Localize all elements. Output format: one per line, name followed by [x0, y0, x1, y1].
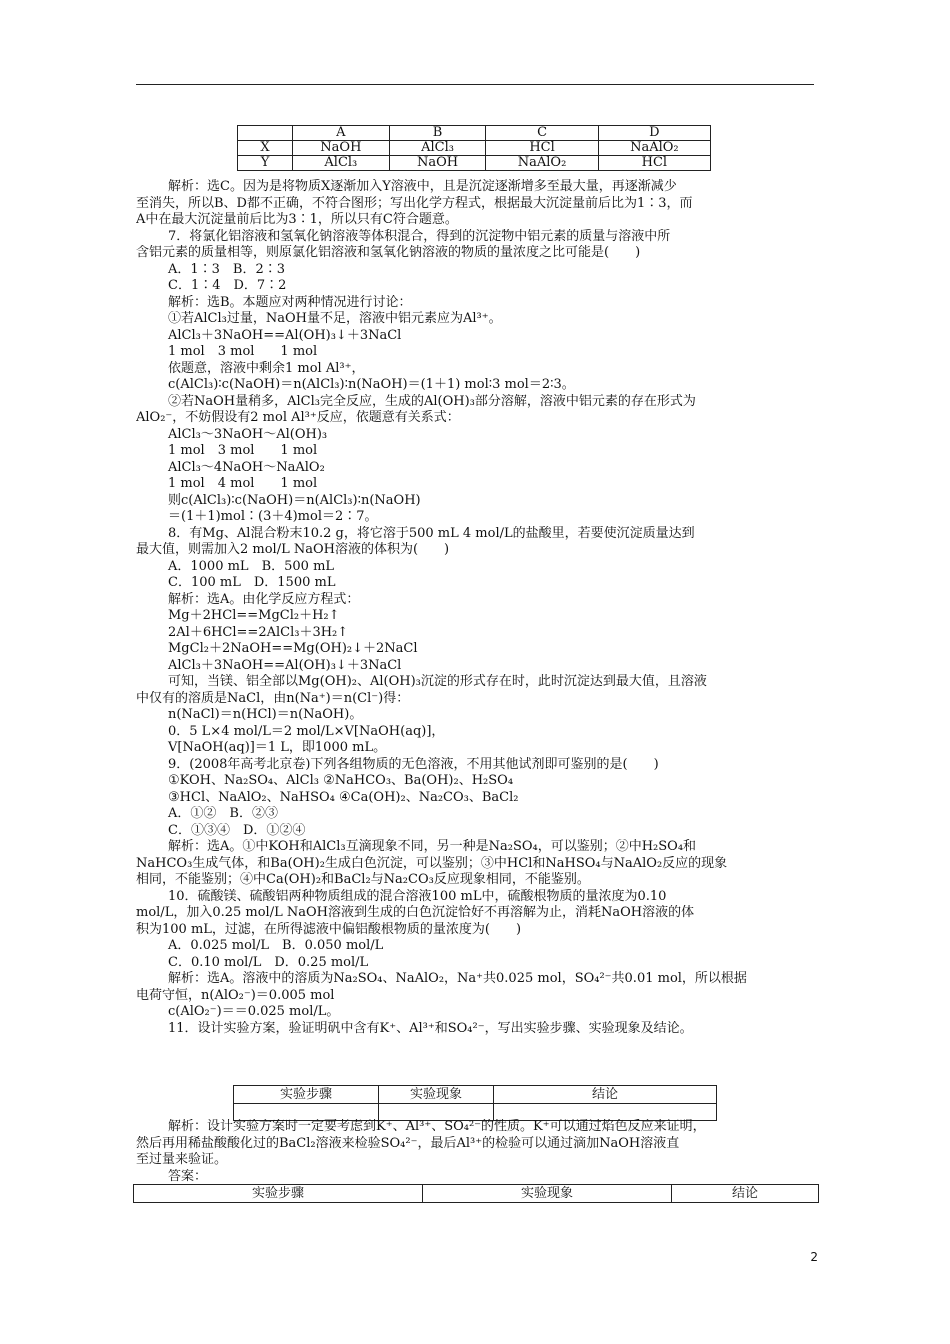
text-line: AlO₂⁻，不妨假设有2 mol Al³⁺反应，依题意有关系式： [136, 410, 460, 425]
text-line: 相同，不能鉴别；④中Ca(OH)₂和BaCl₂与Na₂CO₃反应现象相同，不能鉴别。 [136, 872, 590, 887]
text-line: 7．将氯化铝溶液和氢氧化钠溶液等体积混合，得到的沉淀物中铝元素的质量与溶液中所 [168, 228, 671, 244]
answer-table [133, 1184, 819, 1203]
text-line: V[NaOH(aq)]＝1 L，即1000 mL。 [168, 740, 387, 755]
options-table [237, 125, 711, 171]
table-cell: Y [238, 156, 293, 171]
text-line: AlCl₃＋3NaOH==Al(OH)₃↓＋3NaCl [168, 327, 402, 343]
text-line: ＝(1＋1)mol∶(3＋4)mol＝2∶7。 [168, 509, 378, 524]
table-cell: NaAlO₂ [486, 156, 598, 171]
text-line: 电荷守恒，n(AlO₂⁻)＝0.005 mol [136, 987, 335, 1003]
experiment-table [233, 1085, 717, 1121]
text-line: 9．(2008年高考北京卷)下列各组物质的无色溶液，不用其他试剂即可鉴别的是( ) [168, 756, 659, 772]
table-cell: HCl [486, 141, 598, 156]
text-line: 含铝元素的质量相等，则原氯化铝溶液和氢氧化钠溶液的物质的量浓度之比可能是( ) [136, 245, 641, 260]
table-cell [234, 1104, 379, 1121]
table-cell: HCl [598, 156, 710, 171]
text-line: 解析：设计实验方案时一定要考虑到K⁺、Al³⁺、SO₄²⁻的性质。K⁺可以通过焰色反应来证明， [168, 1119, 706, 1134]
text-line: n(NaCl)＝n(HCl)＝n(NaOH)。 [168, 707, 363, 722]
table-header-row [134, 1185, 819, 1203]
text-line: 解析：选B。本题应对两种情况进行讨论： [168, 294, 412, 310]
text-line: 则c(AlCl₃)∶c(NaOH)＝n(AlCl₃)∶n(NaOH) [168, 492, 421, 508]
text-line: 可知，当镁、铝全部以Mg(OH)₂、Al(OH)₃沉淀的形式存在时，此时沉淀达到最大值，且溶液 [168, 674, 707, 689]
text-line: 积为100 mL，过滤，在所得滤液中偏铝酸根物质的量浓度为( ) [136, 921, 522, 937]
page-number: 2 [810, 1250, 818, 1264]
table-header-row [238, 126, 711, 141]
table-cell: NaOH [293, 141, 390, 156]
text-line: C．①③④ D．①②④ [168, 822, 306, 838]
table-cell: D [598, 126, 710, 141]
text-line: 解析：选A。溶液中的溶质为Na₂SO₄、NaAlO₂，Na⁺共0.025 mol，SO₄²⁻共0.01 mol，所以根据 [168, 971, 747, 986]
text-line: ①KOH、Na₂SO₄、AlCl₃ ②NaHCO₃、Ba(OH)₂、H₂SO₄ [168, 773, 514, 788]
text-line: mol/L，加入0.25 mol/L NaOH溶液到生成的白色沉淀恰好不再溶解为止，消耗NaOH溶液的体 [136, 905, 695, 920]
table-cell: 结论 [494, 1086, 717, 1104]
text-line: AlCl₃～3NaOH～Al(OH)₃ [168, 426, 328, 442]
table-cell: B [389, 126, 486, 141]
table-cell: AlCl₃ [293, 156, 390, 171]
table-row [234, 1104, 717, 1121]
text-line: AlCl₃＋3NaOH==Al(OH)₃↓＋3NaCl [168, 657, 402, 673]
body-text [136, 179, 816, 1037]
text-line: Mg＋2HCl==MgCl₂＋H₂↑ [168, 608, 340, 623]
table-row [238, 141, 711, 156]
table-cell [379, 1104, 494, 1121]
text-line: MgCl₂＋2NaOH==Mg(OH)₂↓＋2NaCl [168, 641, 418, 656]
table-cell: NaOH [389, 156, 486, 171]
table-cell: A [293, 126, 390, 141]
text-line: C．0.10 mol/L D．0.25 mol/L [168, 954, 369, 970]
text-line: 1 mol 3 mol 1 mol [168, 344, 318, 359]
text-line: 8．有Mg、Al混合粉末10.2 g，将它溶于500 mL 4 mol/L的盐酸里，若要使沉淀质量达到 [168, 525, 695, 541]
text-line: 解析：选C。因为是将物质X逐渐加入Y溶液中，且是沉淀逐渐增多至最大量，再逐渐减少 [168, 179, 677, 194]
table-cell [238, 126, 293, 141]
table-cell: 实验现象 [379, 1086, 494, 1104]
table-cell: NaAlO₂ [598, 141, 710, 156]
text-line: 答案： [168, 1168, 208, 1184]
table-cell: C [486, 126, 598, 141]
table-cell: 实验现象 [423, 1185, 672, 1203]
answer-text [136, 1119, 816, 1185]
text-line: 1 mol 3 mol 1 mol [168, 443, 318, 458]
table-row [238, 156, 711, 171]
text-line: C．1∶4 D．7∶2 [168, 278, 287, 293]
text-line: 1 mol 4 mol 1 mol [168, 476, 318, 491]
text-line: c(AlCl₃)∶c(NaOH)＝n(AlCl₃)∶n(NaOH)＝(1＋1) mol∶3 mol＝2∶3。 [168, 377, 575, 392]
text-line: 依题意，溶液中剩余1 mol Al³⁺， [168, 360, 365, 376]
table-cell: X [238, 141, 293, 156]
text-line: 至过量来验证。 [136, 1152, 228, 1167]
text-line: c(AlO₂⁻)＝＝0.025 mol/L。 [168, 1004, 340, 1019]
table-cell [494, 1104, 717, 1121]
text-line: ③HCl、NaAlO₂、NaHSO₄ ④Ca(OH)₂、Na₂CO₃、BaCl₂ [168, 789, 519, 805]
text-line: 中仅有的溶质是NaCl，由n(Na⁺)＝n(Cl⁻)得： [136, 690, 410, 706]
text-line: 解析：选A。①中KOH和AlCl₃互滴现象不同，另一种是Na₂SO₄，可以鉴别；②中H₂SO₄和 [168, 839, 697, 854]
table-cell: 结论 [672, 1185, 819, 1203]
text-line: 然后再用稀盐酸酸化过的BaCl₂溶液来检验SO₄²⁻，最后Al³⁺的检验可以通过滴加NaOH溶液直 [136, 1135, 680, 1151]
text-line: NaHCO₃生成气体，和Ba(OH)₂生成白色沉淀，可以鉴别；③中HCl和NaHSO₄与NaAlO₂反应的现象 [136, 855, 728, 871]
text-line: 解析：选A。由化学反应方程式： [168, 591, 360, 607]
text-line: AlCl₃～4NaOH～NaAlO₂ [168, 459, 325, 475]
header-rule [136, 84, 814, 85]
text-line: C．100 mL D．1500 mL [168, 575, 336, 590]
text-line: ②若NaOH量稍多，AlCl₃完全反应，生成的Al(OH)₃部分溶解，溶液中铝元素的存在形式为 [168, 393, 696, 409]
text-line: 10．硫酸镁、硫酸铝两种物质组成的混合溶液100 mL中，硫酸根物质的量浓度为0.10 [168, 888, 667, 904]
text-line: ①若AlCl₃过量，NaOH量不足，溶液中铝元素应为Al³⁺。 [168, 311, 502, 326]
text-line: A．0.025 mol/L B．0.050 mol/L [168, 938, 384, 953]
text-line: A中在最大沉淀量前后比为3∶1，所以只有C符合题意。 [136, 212, 458, 227]
text-line: A．1000 mL B．500 mL [168, 558, 335, 574]
text-line: 最大值，则需加入2 mol/L NaOH溶液的体积为( ) [136, 542, 450, 557]
text-line: 2Al＋6HCl==2AlCl₃＋3H₂↑ [168, 624, 349, 640]
table-cell: AlCl₃ [389, 141, 486, 156]
table-cell: 实验步骤 [134, 1185, 423, 1203]
text-line: 0．5 L×4 mol/L＝2 mol/L×V[NaOH(aq)]， [168, 723, 445, 739]
table-cell: 实验步骤 [234, 1086, 379, 1104]
text-line: 至消失，所以B、D都不正确，不符合图形；写出化学方程式，根据最大沉淀量前后比为1∶3，而 [136, 195, 693, 211]
table-header-row [234, 1086, 717, 1104]
text-line: 11．设计实验方案，验证明矾中含有K⁺、Al³⁺和SO₄²⁻，写出实验步骤、实验现象及结论。 [168, 1020, 693, 1036]
text-line: A．①② B．②③ [168, 806, 278, 821]
text-line: A．1∶3 B．2∶3 [168, 261, 286, 277]
